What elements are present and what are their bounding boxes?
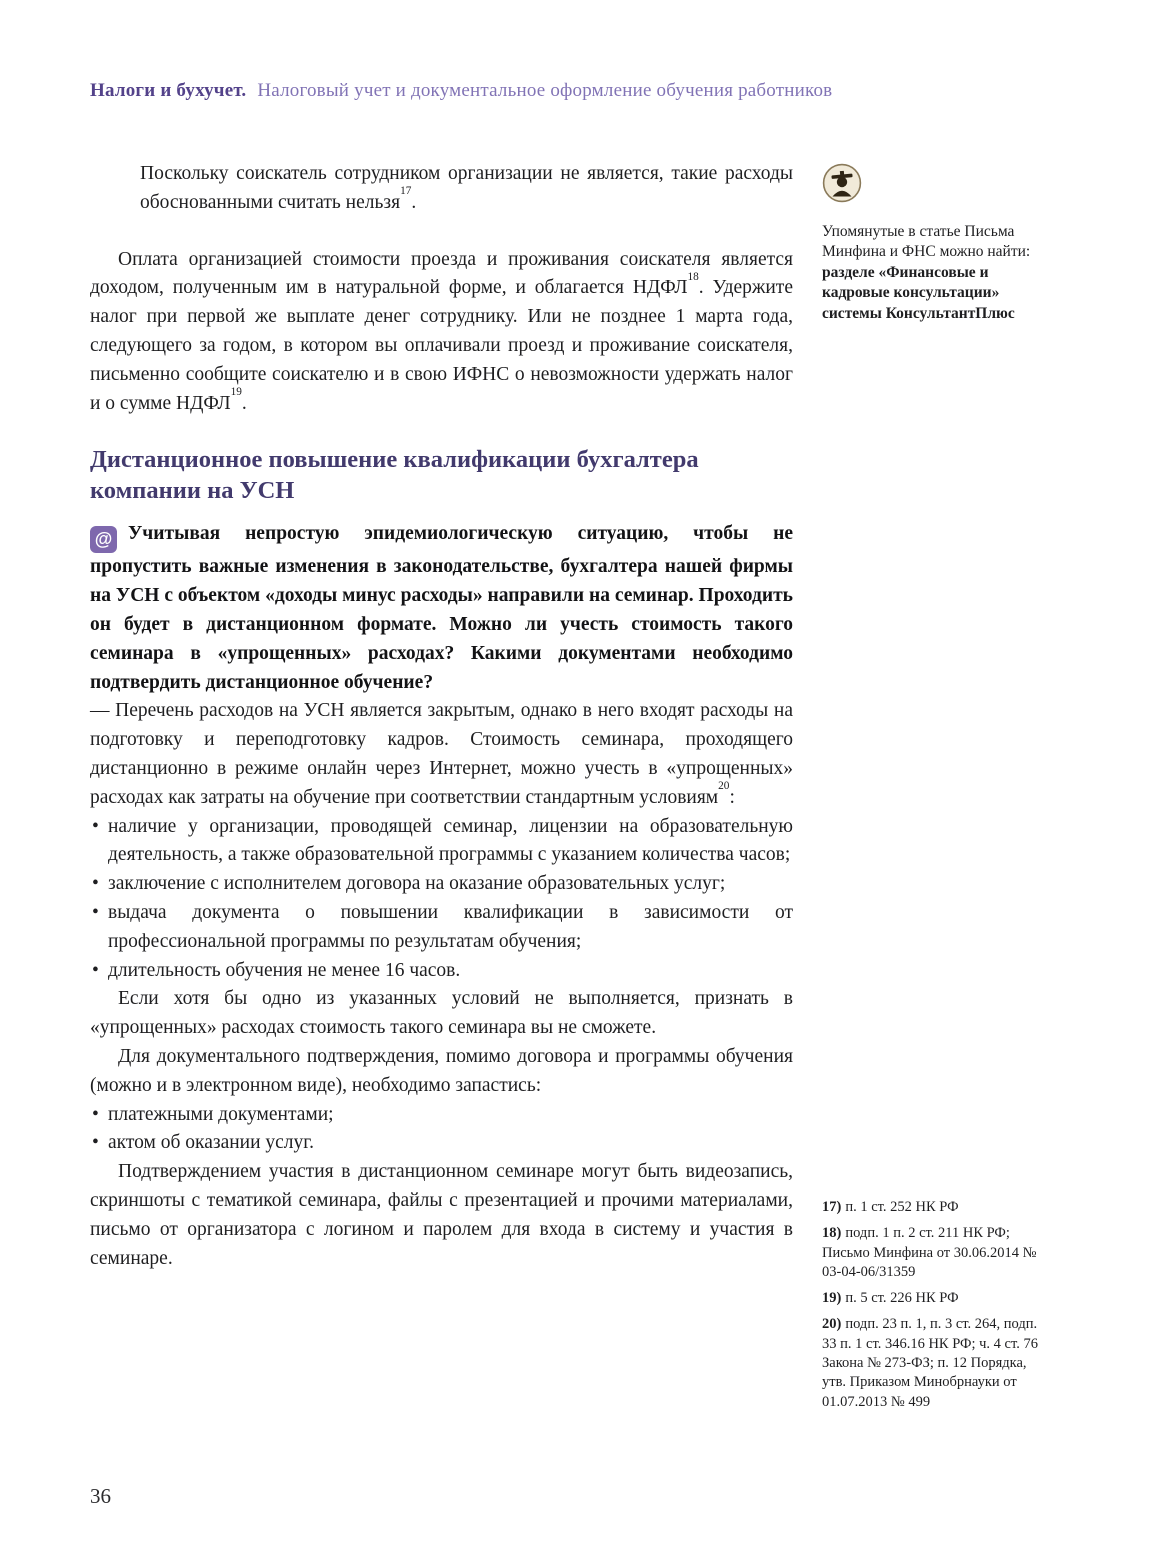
footnote-ref-18: 18 xyxy=(687,270,699,283)
article-body xyxy=(90,160,793,1273)
footnotes-block xyxy=(822,1198,1054,1419)
condition-warning-paragraph: Если хотя бы одно из указанных условий не выполняется, признать в «упрощенных» расходах стоимость такого семинара вы не сможете. xyxy=(90,988,793,1039)
sidebar-note xyxy=(822,163,1050,324)
list-item: • актом об оказании услуг. xyxy=(90,1129,793,1158)
footnote-ref-20: 20 xyxy=(718,780,730,793)
payment-text-1: Оплата организацией стоимости проезда и проживания соискателя является доходом, полученным им в натуральной форме, и облагается НДФЛ xyxy=(90,248,793,299)
footnote-text: подп. 23 п. 1, п. 3 ст. 264, подп. 33 п. 1 ст. 346.16 НК РФ; ч. 4 ст. 76 Закона № 273-ФЗ; п. 12 Порядка, утв. Приказом Минобрнауки от 01.07.2013 № 499 xyxy=(822,1316,1038,1410)
quote-tail: . xyxy=(411,191,417,213)
footnote-text: п. 5 ст. 226 НК РФ xyxy=(845,1290,959,1307)
list-item: • заключение с исполнителем договора на оказание образовательных услуг; xyxy=(90,870,793,899)
section-heading: Дистанционное повышение квалификации бухгалтера компании на УСН xyxy=(90,446,699,505)
footnote-17 xyxy=(822,1198,1054,1217)
footnote-number: 18) xyxy=(822,1225,842,1242)
footnote-20 xyxy=(822,1315,1054,1411)
answer-text-2: : xyxy=(729,786,735,808)
payment-paragraph xyxy=(90,246,793,419)
footnote-number: 20) xyxy=(822,1316,842,1333)
sidebar-note-text: Упомянутые в статье Письма Минфина и ФНС можно найти: xyxy=(822,222,1031,260)
list-item: • наличие у организации, проводящей семинар, лицензии на образовательную деятельность, а также образовательной программы с указанием количества часов; xyxy=(90,813,793,871)
list-item: • платежными документами; xyxy=(90,1101,793,1130)
header-subtitle: Налоговый учет и документальное оформление обучения работников xyxy=(257,80,833,101)
sidebar-note-bold: разделе «Финансовые и кадровые консультации» системы КонсультантПлюс xyxy=(822,263,1015,322)
footnote-18 xyxy=(822,1224,1054,1282)
footnote-text: п. 1 ст. 252 НК РФ xyxy=(845,1199,959,1215)
footnote-ref-17: 17 xyxy=(400,185,412,198)
footnote-ref-19: 19 xyxy=(230,385,242,398)
page-number: 36 xyxy=(90,1484,111,1508)
conditions-list xyxy=(90,813,793,986)
payment-text-2: . Удержите налог при первой же выплате денег сотруднику. Или не позднее 1 марта года, следующего за годом, в котором вы оплачивали проезд и проживание соискателя, письменно сообщите соискателю и в свою ИФНС о невозможности удержать налог и о сумме НДФЛ xyxy=(90,277,793,414)
documents-list xyxy=(90,1101,793,1159)
header-brand: Налоги и бухучет. xyxy=(90,80,247,101)
footnote-number: 17) xyxy=(822,1199,842,1215)
quote-paragraph xyxy=(90,160,793,218)
at-icon: @ xyxy=(90,526,117,553)
confirmation-paragraph: Подтверждением участия в дистанционном семинаре могут быть видеозапись, скриншоты с тематикой семинара, файлы с презентацией и прочими материалами, письмо от организатора с логином и паролем для входа в систему и участия в семинаре. xyxy=(90,1161,793,1269)
list-item: • длительность обучения не менее 16 часов. xyxy=(90,957,793,986)
footnote-19 xyxy=(822,1289,1054,1308)
graduate-icon xyxy=(822,163,1050,210)
footnote-text: подп. 1 п. 2 ст. 211 НК РФ; Письмо Минфина от 30.06.2014 № 03-04-06/31359 xyxy=(822,1225,1037,1280)
footnote-number: 19) xyxy=(822,1290,842,1307)
documents-paragraph: Для документального подтверждения, помимо договора и программы обучения (можно и в электронном виде), необходимо запастись: xyxy=(90,1045,793,1096)
list-item: • выдача документа о повышении квалификации в зависимости от профессиональной программы по результатам обучения; xyxy=(90,899,793,957)
answer-text-1: — Перечень расходов на УСН является закрытым, однако в него входят расходы на подготовку и переподготовку кадров. Стоимость семинара, проходящего дистанционно в режиме онлайн через Интернет, можно учесть в «упрощенных» расходах как затраты на обучение при соответствии стандартным условиям xyxy=(90,700,793,808)
question-paragraph xyxy=(90,520,793,697)
question-text: Учитывая непростую эпидемиологическую ситуацию, чтобы не пропустить важные изменения в законодательстве, бухгалтера нашей фирмы на УСН с объектом «доходы минус расходы» направили на семинар. Проходить он будет в дистанционном формате. Можно ли учесть стоимость такого семинара в «упрощенных» расходах? Какими документами необходимо подтвердить дистанционное обучение? xyxy=(90,523,793,693)
payment-text-3: . xyxy=(241,392,247,414)
page-header xyxy=(90,80,832,102)
quote-text: Поскольку соискатель сотрудником организации не является, такие расходы обоснованными считать нельзя xyxy=(140,163,793,213)
answer-paragraph xyxy=(90,697,793,812)
